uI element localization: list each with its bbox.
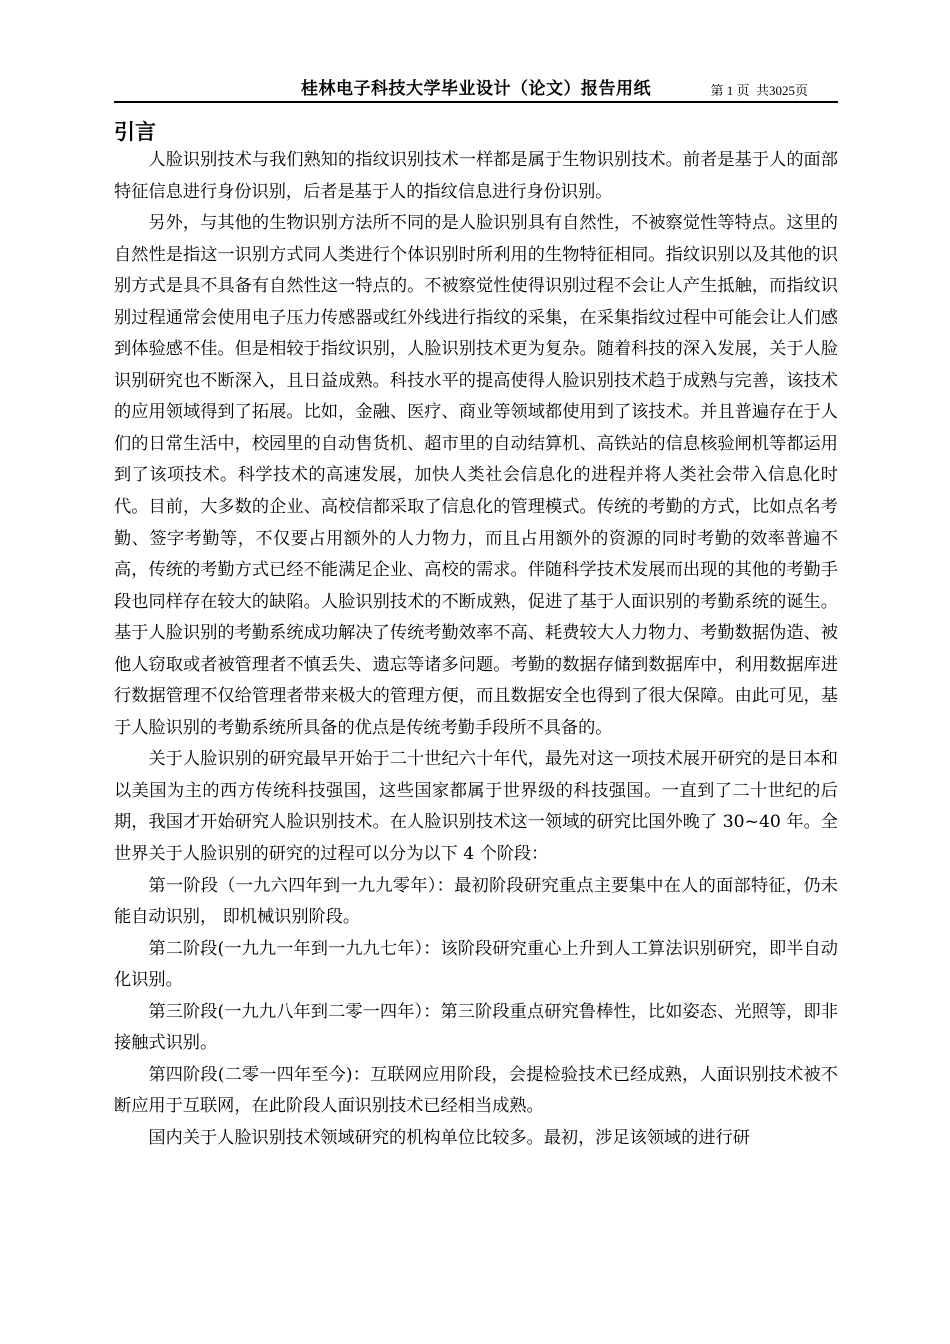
- page-header: [114, 66, 838, 104]
- report-paper-title: 桂林电子科技大学毕业设计（论文）报告用纸: [301, 79, 651, 98]
- body-text: [114, 145, 838, 1155]
- page-number: 第 1 页 共3025页: [710, 83, 808, 98]
- paragraph: 第四阶段(二零一四年至今)：互联网应用阶段，会提检验技术已经成熟，人面识别技术被不断应用于互联网，在此阶段人面识别技术已经相当成熟。: [114, 1064, 838, 1117]
- paragraph: 关于人脸识别的研究最早开始于二十世纪六十年代，最先对这一项技术展开研究的是日本和以美国为主的西方传统科技强国，这些国家都属于世界级的科技强国。一直到了二十世纪的后期，我国才开始研究人脸识别技术。在人脸识别技术这一领域的研究比国外晚了 30~40 年。全世界关于人脸识别的研究的过程可以分为以下 4 个阶段：: [114, 749, 838, 865]
- paragraph: 第三阶段(一九九八年到二零一四年）：第三阶段重点研究鲁棒性，比如姿态、光照等，即非接触式识别。: [114, 1001, 838, 1054]
- paragraph: 第一阶段（一九六四年到一九九零年）：最初阶段研究重点主要集中在人的面部特征，仍未能自动识别， 即机械识别阶段。: [114, 875, 838, 928]
- paragraph: 国内关于人脸识别技术领域研究的机构单位比较多。最初，涉足该领域的进行研: [148, 1127, 750, 1148]
- paragraph: 另外，与其他的生物识别方法所不同的是人脸识别具有自然性，不被察觉性等特点。这里的自然性是指这一识别方式同人类进行个体识别时所利用的生物特征相同。指纹识别以及其他的识别方式是具不具备有自然性这一特点的。不被察觉性使得识别过程不会让人产生抵触，而指纹识别过程通常会使用电子压力传感器或红外线进行指纹的采集，在采集指纹过程中可能会让人们感到体验感不佳。但是相较于指纹识别，人脸识别技术更为复杂。随着科技的深入发展，关于人脸识别研究也不断深入，且日益成熟。科技水平的提高使得人脸识别技术趋于成熟与完善，该技术的应用领域得到了拓展。比如，金融、医疗、商业等领域都使用到了该技术。并且普遍存在于人们的日常生活中，校园里的自动售货机、超市里的自动结算机、高铁站的信息核验闸机等都运用到了该项技术。科学技术的高速发展，加快人类社会信息化的进程并将人类社会带入信息化时代。目前，大多数的企业、高校信都采取了信息化的管理模式。传统的考勤的方式，比如点名考勤、签字考勤等，不仅要占用额外的人力物力，而且占用额外的资源的同时考勤的效率普遍不高，传统的考勤方式已经不能满足企业、高校的需求。伴随科学技术发展而出现的其他的考勤手段也同样存在较大的缺陷。人脸识别技术的不断成熟，促进了基于人面识别的考勤系统的诞生。基于人脸识别的考勤系统成功解决了传统考勤效率不高、耗费较大人力物力、考勤数据伪造、被他人窃取或者被管理者不慎丢失、遗忘等诸多问题。考勤的数据存储到数据库中，利用数据库进行数据管理不仅给管理者带来极大的管理方便，而且数据安全也得到了很大保障。由此可见，基于人脸识别的考勤系统所具备的优点是传统考勤手段所不具备的。: [114, 213, 838, 738]
- paragraph: 人脸识别技术与我们熟知的指纹识别技术一样都是属于生物识别技术。前者是基于人的面部特征信息进行身份识别，后者是基于人的指纹信息进行身份识别。: [114, 150, 838, 202]
- header-divider: [114, 101, 838, 103]
- paragraph: 第二阶段(一九九一年到一九九七年）：该阶段研究重心上升到人工算法识别研究，即半自动化识别。: [114, 938, 838, 991]
- section-heading: 引言: [114, 120, 156, 144]
